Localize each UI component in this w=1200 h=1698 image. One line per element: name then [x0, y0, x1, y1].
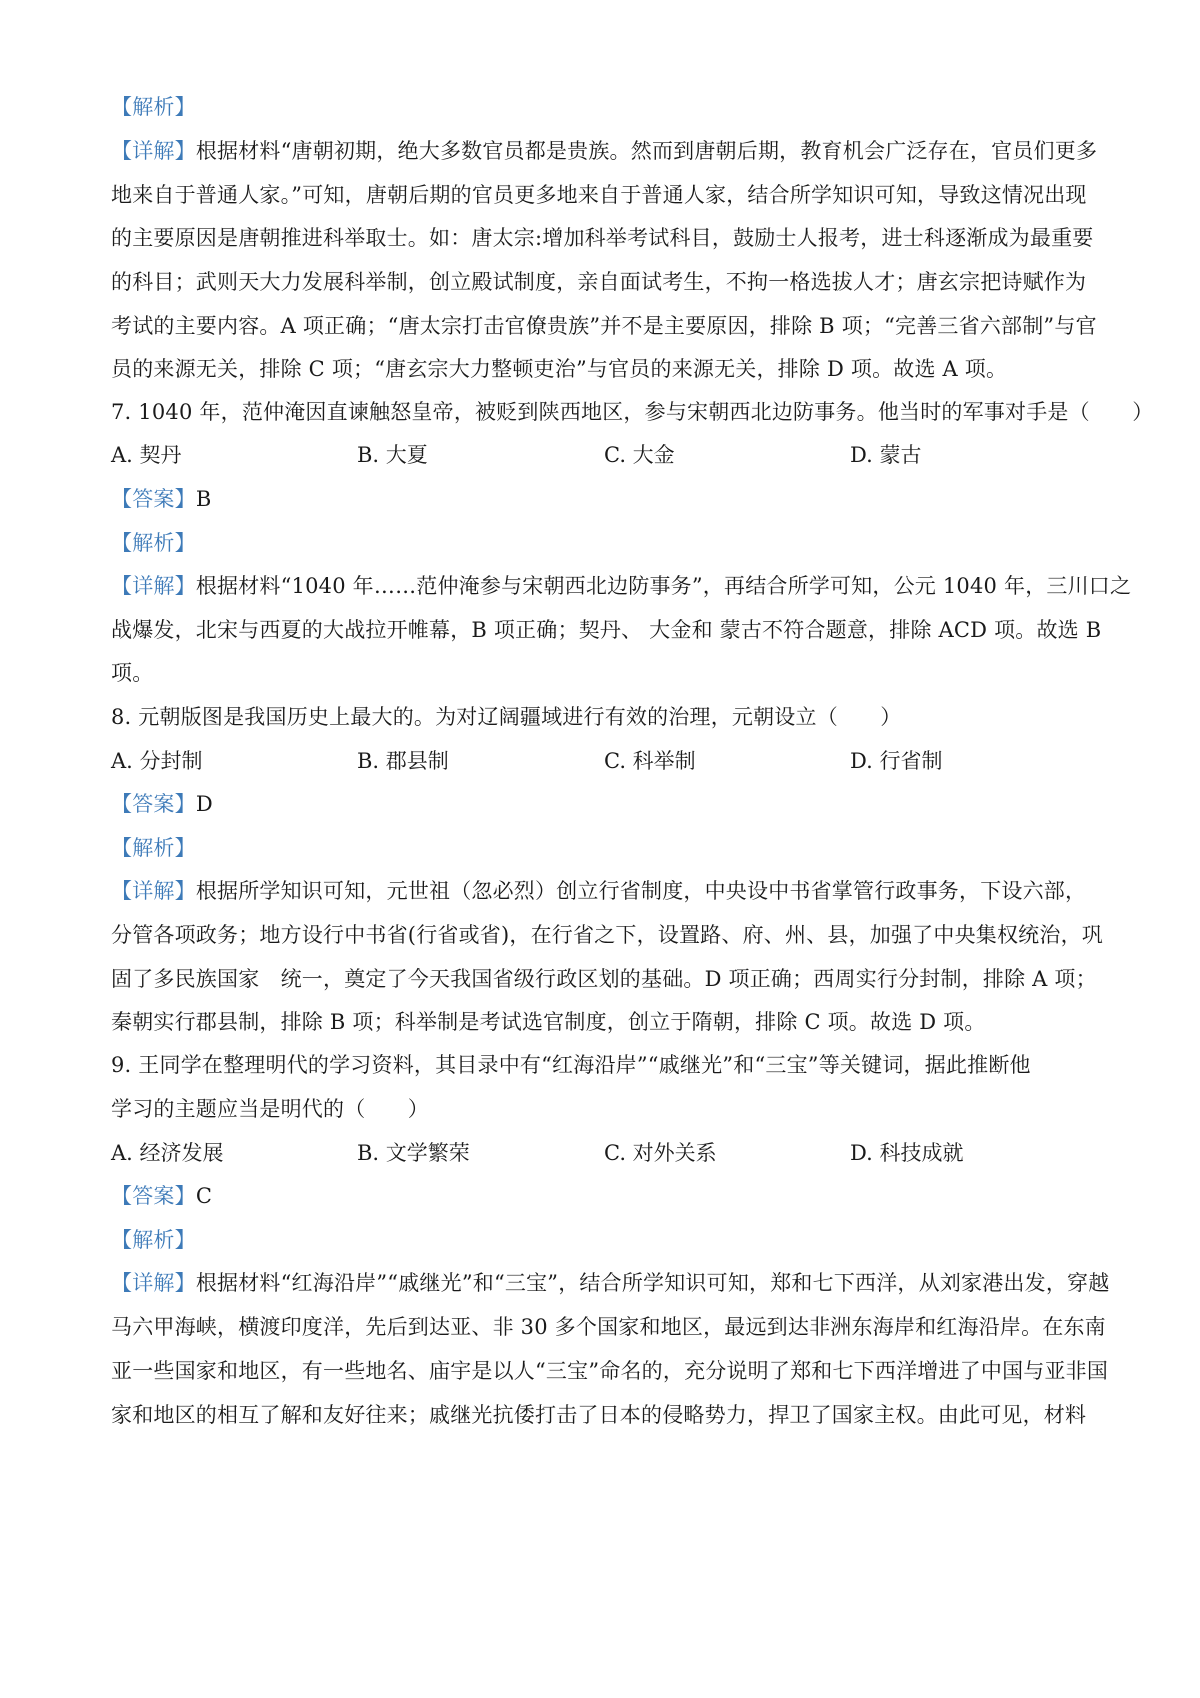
detail-text: 根据材料“1040 年……范仲淹参与宋朝西北边防事务”，再结合所学可知，公元 1040 年，三川口之 — [195, 574, 1132, 598]
option-d: D. 蒙古 — [850, 443, 922, 467]
analysis-tag: 【解析】 — [111, 531, 196, 555]
detail-text: 根据材料“唐朝初期，绝大多数官员都是贵族。然而到唐朝后期，教育机会广泛存在，官员们更多 — [195, 139, 1098, 163]
answer-tag: 【答案】 — [111, 792, 196, 816]
detail-line: 考试的主要内容。A 项正确；“唐太宗打击官僚贵族”并不是主要原因，排除 B 项；“完善三省六部制”与官 — [111, 314, 1097, 338]
option-c: C. 对外关系 — [604, 1141, 717, 1165]
answer-value: C — [195, 1184, 213, 1208]
detail-line — [111, 571, 1132, 601]
detail-line: 亚一些国家和地区，有一些地名、庙宇是以人“三宝”命名的，充分说明了郑和七下西洋增进了中国与亚非国 — [111, 1359, 1109, 1383]
detail-tag: 【详解】 — [111, 879, 196, 903]
detail-line: 地来自于普通人家。”可知，唐朝后期的官员更多地来自于普通人家，结合所学知识可知，导致这情况出现 — [111, 183, 1087, 207]
question-stem: 9. 王同学在整理明代的学习资料，其目录中有“红海沿岸”“戚继光”和“三宝”等关键词，据此推断他 — [111, 1053, 1031, 1077]
option-b: B. 大夏 — [357, 443, 428, 467]
question-stem: 7. 1040 年，范仲淹因直谏触怒皇帝，被贬到陕西地区，参与宋朝西北边防事务。他当时的军事对手是（ ） — [111, 400, 1154, 424]
detail-line: 秦朝实行郡县制，排除 B 项；科举制是考试选官制度，创立于隋朝，排除 C 项。故选 D 项。 — [111, 1010, 986, 1034]
option-a: A. 分封制 — [111, 749, 203, 773]
option-d: D. 科技成就 — [850, 1141, 964, 1165]
detail-text: 根据材料“红海沿岸”“戚继光”和“三宝”，结合所学知识可知，郑和七下西洋，从刘家港出发，穿越 — [195, 1271, 1110, 1295]
detail-line: 战爆发，北宋与西夏的大战拉开帷幕，B 项正确；契丹、 大金和 蒙古不符合题意，排除 ACD 项。故选 B — [111, 618, 1102, 642]
option-a: A. 契丹 — [111, 443, 182, 467]
detail-line: 马六甲海峡，横渡印度洋，先后到达亚、非 30 多个国家和地区，最远到达非洲东海岸和红海沿岸。在东南 — [111, 1315, 1106, 1339]
option-c: C. 科举制 — [604, 749, 696, 773]
answer-tag: 【答案】 — [111, 1184, 196, 1208]
answer-value: D — [195, 792, 213, 816]
detail-text: 根据所学知识可知，元世祖（忽必烈）创立行省制度，中央设中书省掌管行政事务，下设六部， — [195, 879, 1087, 903]
question-stem: 8. 元朝版图是我国历史上最大的。为对辽阔疆域进行有效的治理，元朝设立（ ） — [111, 705, 902, 729]
option-c: C. 大金 — [604, 443, 675, 467]
detail-tag: 【详解】 — [111, 1271, 196, 1295]
analysis-tag: 【解析】 — [111, 836, 196, 860]
option-a: A. 经济发展 — [111, 1141, 224, 1165]
question-stem: 学习的主题应当是明代的（ ） — [111, 1097, 429, 1121]
detail-line — [111, 876, 1096, 906]
answer-value: B — [195, 487, 212, 511]
detail-line — [111, 136, 1096, 166]
detail-line: 员的来源无关，排除 C 项；“唐玄宗大力整顿吏治”与官员的来源无关，排除 D 项。故选 A 项。 — [111, 357, 1008, 381]
detail-line: 固了多民族国家 统一，奠定了今天我国省级行政区划的基础。D 项正确；西周实行分封制，排除 A 项； — [111, 967, 1097, 991]
option-b: B. 文学繁荣 — [357, 1141, 470, 1165]
detail-line — [111, 1268, 1110, 1298]
detail-line: 的科目；武则天大力发展科举制，创立殿试制度，亲自面试考生，不拘一格选拔人才；唐玄宗把诗赋作为 — [111, 270, 1087, 294]
answer-line — [111, 484, 1096, 514]
detail-line: 分管各项政务；地方设行中书省(行省或省)，在行省之下，设置路、府、州、县，加强了中央集权统治，巩 — [111, 923, 1103, 947]
analysis-tag: 【解析】 — [111, 1228, 196, 1252]
answer-line — [111, 789, 1096, 819]
option-d: D. 行省制 — [850, 749, 943, 773]
detail-tag: 【详解】 — [111, 139, 196, 163]
answer-tag: 【答案】 — [111, 487, 196, 511]
detail-line: 项。 — [111, 661, 154, 685]
detail-tag: 【详解】 — [111, 574, 196, 598]
option-b: B. 郡县制 — [357, 749, 449, 773]
analysis-tag: 【解析】 — [111, 95, 196, 119]
answer-line — [111, 1181, 1096, 1211]
detail-line: 家和地区的相互了解和友好往来；戚继光抗倭打击了日本的侵略势力，捍卫了国家主权。由此可见，材料 — [111, 1403, 1087, 1427]
detail-line: 的主要原因是唐朝推进科举取士。如：唐太宗:增加科举考试科目，鼓励士人报考，进士科逐渐成为最重要 — [111, 226, 1094, 250]
